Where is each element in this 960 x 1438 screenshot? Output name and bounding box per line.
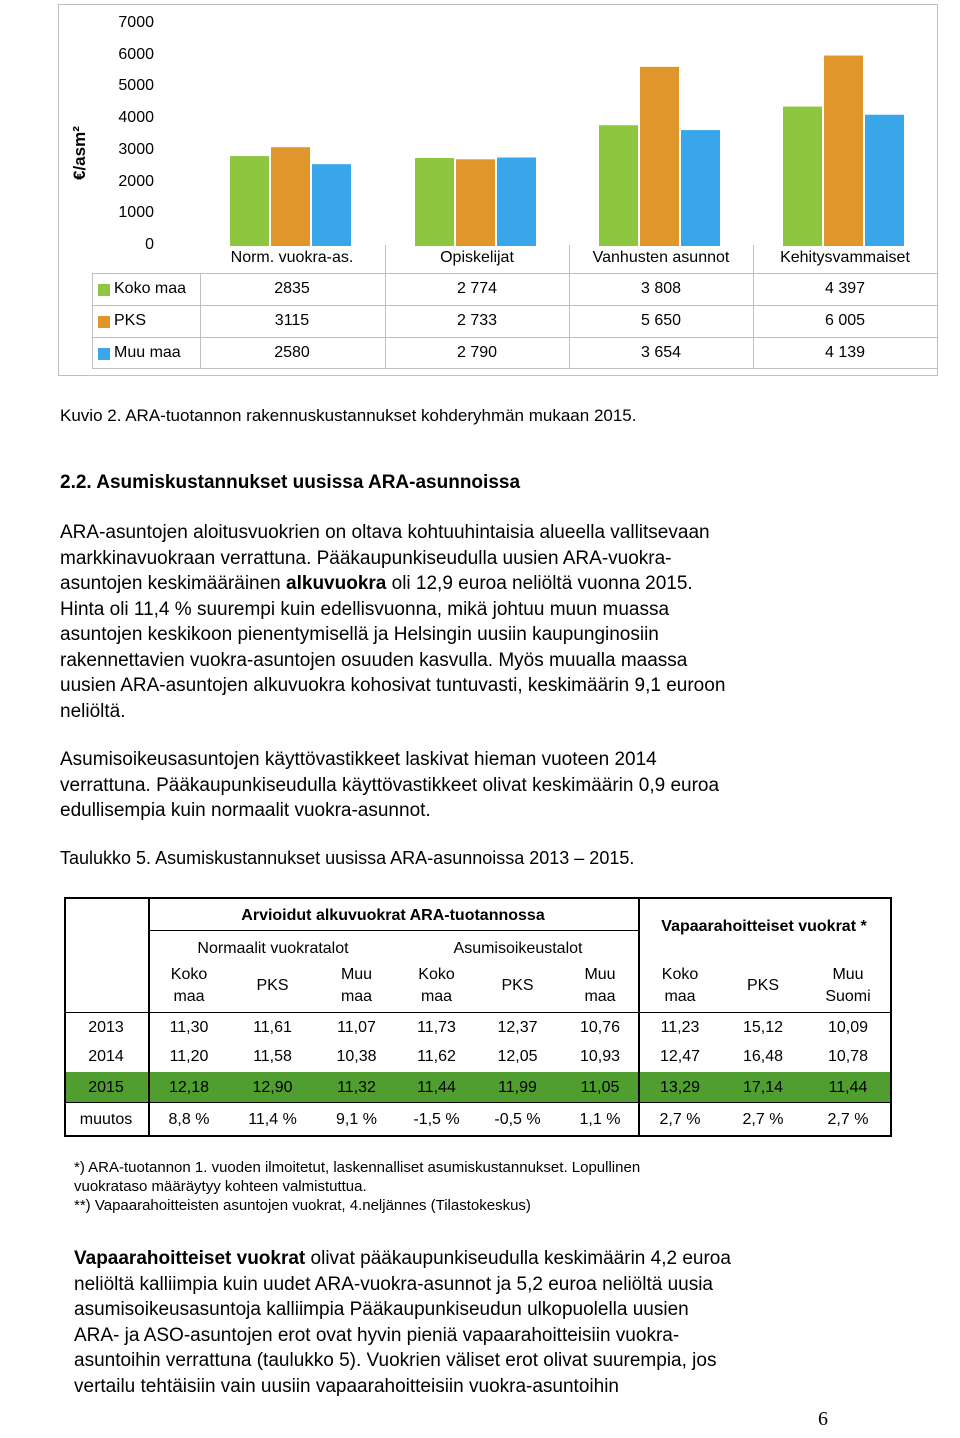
category-label: Kehitysvammaiset xyxy=(780,249,910,266)
table-cell: 10,09 xyxy=(827,1019,869,1036)
table-cell: 11,32 xyxy=(337,1079,376,1096)
data-table-line xyxy=(92,273,937,274)
paragraph-1 xyxy=(60,520,860,724)
section-heading xyxy=(60,472,520,494)
column-header: maa xyxy=(340,988,373,1005)
data-table-line xyxy=(753,273,754,368)
bar-muu-maa xyxy=(681,130,720,246)
column-header: Muu xyxy=(584,966,616,983)
table-cell: 2,7 % xyxy=(659,1111,701,1128)
table-line xyxy=(66,1102,890,1103)
column-header: Suomi xyxy=(825,988,871,1005)
y-axis-label: €/asm² xyxy=(70,126,89,180)
table-cell: -0,5 % xyxy=(494,1111,541,1128)
text-line: ARA-asuntojen aloitusvuokrien on oltava kohtuuhintaisia alueella vallitsevaan xyxy=(60,522,710,543)
page-number: 6 xyxy=(818,1408,828,1430)
bar-plot xyxy=(0,0,960,260)
column-header: PKS xyxy=(256,977,289,994)
text-span: asuntojen keskimääräinen xyxy=(60,573,287,594)
bar-koko-maa xyxy=(415,158,454,246)
data-table-line xyxy=(92,305,937,306)
y-tick-label: 6000 xyxy=(118,45,154,63)
group-header: Arvioidut alkuvuokrat ARA-tuotannossa xyxy=(241,907,545,924)
paragraph-2 xyxy=(60,747,860,824)
y-tick-label: 1000 xyxy=(118,204,154,222)
table-cell: 13,29 xyxy=(659,1079,701,1096)
row-label: muutos xyxy=(79,1111,133,1128)
table-cell: 10,76 xyxy=(579,1019,621,1036)
y-tick-label: 7000 xyxy=(118,14,154,31)
data-table-line xyxy=(753,245,754,273)
table-cell: 11,99 xyxy=(498,1079,537,1096)
table-cell: 11,44 xyxy=(417,1079,456,1096)
table-cell: 11,4 % xyxy=(248,1111,297,1128)
table-cell: 8,8 % xyxy=(168,1111,210,1128)
data-table-line xyxy=(385,245,386,273)
table-cell: 11,73 xyxy=(417,1019,456,1036)
bar-pks xyxy=(640,67,679,246)
y-tick-label: 2000 xyxy=(118,172,154,190)
data-table-line xyxy=(92,368,937,369)
column-header: Muu xyxy=(832,966,864,983)
text-line xyxy=(60,571,860,597)
bar-pks xyxy=(456,159,495,246)
data-value: 4 139 xyxy=(824,344,866,361)
text-line: asumisoikeusasuntoja kalliimpia Pääkaupunkiseudun ulkopuolella uusien xyxy=(74,1299,689,1320)
category-label: Norm. vuokra-as. xyxy=(230,249,354,266)
text-line: asuntojen keskikoon pienentymisellä ja Helsingin uusiin kaupunginosiin xyxy=(60,624,659,645)
bold-term: alkuvuokra xyxy=(286,573,387,594)
data-value: 2 790 xyxy=(456,344,498,361)
legend-key xyxy=(98,348,110,360)
text-line: rakennettavien vuokra-asuntojen osuuden kasvulla. Myös muualla maassa xyxy=(60,649,688,671)
legend-label: PKS xyxy=(114,312,147,329)
table-cell: -1,5 % xyxy=(413,1111,460,1128)
data-value: 4 397 xyxy=(824,280,866,297)
column-header: Koko xyxy=(170,966,208,983)
column-header: PKS xyxy=(746,977,779,994)
legend-label: Koko maa xyxy=(114,280,187,297)
data-value: 3 654 xyxy=(640,344,682,361)
table-cell: 12,47 xyxy=(659,1048,701,1065)
text-line: asuntoihin verrattuna (taulukko 5). Vuokrien väliset erot olivat suurempia, jos xyxy=(74,1350,717,1371)
table-cell: 11,20 xyxy=(169,1048,209,1065)
table-cell: 2,7 % xyxy=(742,1111,784,1128)
table-cell: 11,62 xyxy=(417,1048,456,1065)
category-label: Opiskelijat xyxy=(440,249,514,266)
data-table-line xyxy=(569,273,570,368)
bar-muu-maa xyxy=(865,115,904,246)
bar-pks xyxy=(271,147,310,246)
subgroup-header: Asumisoikeustalot xyxy=(453,940,583,957)
figure-caption: Kuvio 2. ARA-tuotannon rakennuskustannukset kohderyhmän mukaan 2015. xyxy=(60,406,637,425)
paragraph-3 xyxy=(74,1246,894,1399)
table-cell: 10,78 xyxy=(827,1048,869,1065)
bold-term: Vapaarahoitteiset vuokrat xyxy=(74,1248,306,1269)
column-header: maa xyxy=(664,988,696,1005)
column-header: PKS xyxy=(501,977,534,994)
table-cell: 17,14 xyxy=(742,1079,784,1096)
text-span: olivat pääkaupunkiseudulla keskimäärin 4,2 euroa xyxy=(305,1248,731,1269)
table-cell: 10,38 xyxy=(336,1048,377,1065)
column-header: Koko xyxy=(661,966,699,983)
table-cell: 11,30 xyxy=(169,1019,209,1036)
data-value: 2835 xyxy=(274,280,310,297)
text-line: ARA- ja ASO-asuntojen erot ovat hyvin pieniä vapaarahoitteisiin vuokra- xyxy=(74,1324,680,1346)
text-line: verrattuna. Pääkaupunkiseudulla käyttövastikkeet olivat keskimäärin 0,9 euroa xyxy=(60,774,720,796)
table-cell: 10,93 xyxy=(579,1048,621,1065)
data-value: 3115 xyxy=(274,312,310,329)
data-table-line xyxy=(569,245,570,273)
data-table-line xyxy=(92,273,93,368)
footnote-line: vuokrataso määräytyy kohteen valmistuttua. xyxy=(74,1178,367,1195)
row-label: 2013 xyxy=(88,1019,124,1036)
table-cell: 16,48 xyxy=(742,1048,784,1065)
legend-label: Muu maa xyxy=(114,344,181,361)
table-cell: 2,7 % xyxy=(827,1111,869,1128)
table-cell: 11,23 xyxy=(660,1019,700,1036)
group-header: Vapaarahoitteiset vuokrat * xyxy=(661,918,867,935)
category-label: Vanhusten asunnot xyxy=(592,249,730,266)
text-line xyxy=(74,1246,894,1272)
y-tick-label: 0 xyxy=(145,236,154,253)
data-value: 5 650 xyxy=(640,312,682,329)
text-line: neliöltä kalliimpia kuin uudet ARA-vuokra-asunnot ja 5,2 euroa neliöltä uusia xyxy=(74,1273,713,1295)
bar-koko-maa xyxy=(599,125,638,246)
column-header: maa xyxy=(420,988,453,1005)
bar-pks xyxy=(824,56,863,246)
data-table-line xyxy=(937,245,938,368)
column-header: maa xyxy=(584,988,616,1005)
table-cell: 11,44 xyxy=(828,1079,868,1096)
table-cell: 1,1 % xyxy=(579,1111,621,1128)
column-header: maa xyxy=(173,988,205,1005)
text-line: Asumisoikeusasuntojen käyttövastikkeet laskivat hieman vuoteen 2014 xyxy=(60,749,657,770)
bar-muu-maa xyxy=(312,164,351,246)
column-header: Muu xyxy=(340,966,373,983)
column-header: Koko xyxy=(418,966,455,983)
table-cell: 11,61 xyxy=(253,1019,292,1036)
text-line: markkinavuokraan verrattuna. Pääkaupunkiseudulla uusien ARA-vuokra- xyxy=(60,547,672,569)
data-value: 3 808 xyxy=(640,280,682,297)
text-line: uusien ARA-asuntojen alkuvuokra kohosivat tuntuvasti, keskimäärin 9,1 euroon xyxy=(60,675,726,696)
legend-key xyxy=(98,316,110,328)
section-heading-text: 2.2. Asumiskustannukset uusissa ARA-asunnoissa xyxy=(60,472,521,493)
y-tick-label: 3000 xyxy=(118,140,154,158)
table-cell: 11,05 xyxy=(580,1079,620,1096)
text-line: edullisempia kuin normaalit vuokra-asunnot. xyxy=(60,800,431,821)
bar-muu-maa xyxy=(497,158,536,246)
row-label: 2015 xyxy=(88,1079,124,1096)
data-value: 6 005 xyxy=(824,312,866,329)
table-cell: 12,90 xyxy=(252,1079,293,1096)
legend-key xyxy=(98,284,110,296)
y-tick-label: 5000 xyxy=(118,77,154,95)
subgroup-header: Normaalit vuokratalot xyxy=(197,940,349,957)
data-value: 2580 xyxy=(274,344,310,361)
text-line: Hinta oli 11,4 % suurempi kuin edellisvuonna, mikä johtuu muun muassa xyxy=(60,598,670,620)
text-span: oli 12,9 euroa neliöltä vuonna 2015. xyxy=(386,573,693,594)
data-table-line xyxy=(92,337,937,338)
table-line xyxy=(148,930,638,931)
table-caption: Taulukko 5. Asumiskustannukset uusissa ARA-asunnoissa 2013 – 2015. xyxy=(60,848,635,868)
text-line: neliöltä. xyxy=(60,700,126,722)
table-cell: 12,37 xyxy=(497,1019,538,1036)
table-line xyxy=(638,897,640,1137)
data-value: 2 774 xyxy=(456,280,498,297)
table-cell: 12,18 xyxy=(168,1079,210,1096)
footnote-line: **) Vapaarahoitteisten asuntojen vuokrat, 4.neljännes (Tilastokeskus) xyxy=(74,1197,531,1214)
data-table-line xyxy=(200,273,201,368)
bar-koko-maa xyxy=(230,156,269,246)
footnote-line: *) ARA-tuotannon 1. vuoden ilmoitetut, laskennalliset asumiskustannukset. Lopullinen xyxy=(74,1159,641,1176)
text-line: vertailu tehtäisiin vain uusiin vapaarahoitteisiin vuokra-asuntoihin xyxy=(74,1375,619,1397)
table-cell: 11,58 xyxy=(253,1048,292,1065)
y-tick-label: 4000 xyxy=(118,109,154,127)
row-label: 2014 xyxy=(88,1048,124,1065)
table-cell: 15,12 xyxy=(742,1019,784,1036)
table-line xyxy=(66,1012,890,1013)
table-cell: 12,05 xyxy=(497,1048,538,1065)
table-cell: 9,1 % xyxy=(336,1111,377,1128)
footnotes xyxy=(74,1158,794,1215)
data-value: 2 733 xyxy=(456,312,498,329)
table-cell: 11,07 xyxy=(337,1019,376,1036)
table-line xyxy=(148,897,150,1137)
data-table-line xyxy=(385,273,386,368)
bar-koko-maa xyxy=(783,107,822,246)
